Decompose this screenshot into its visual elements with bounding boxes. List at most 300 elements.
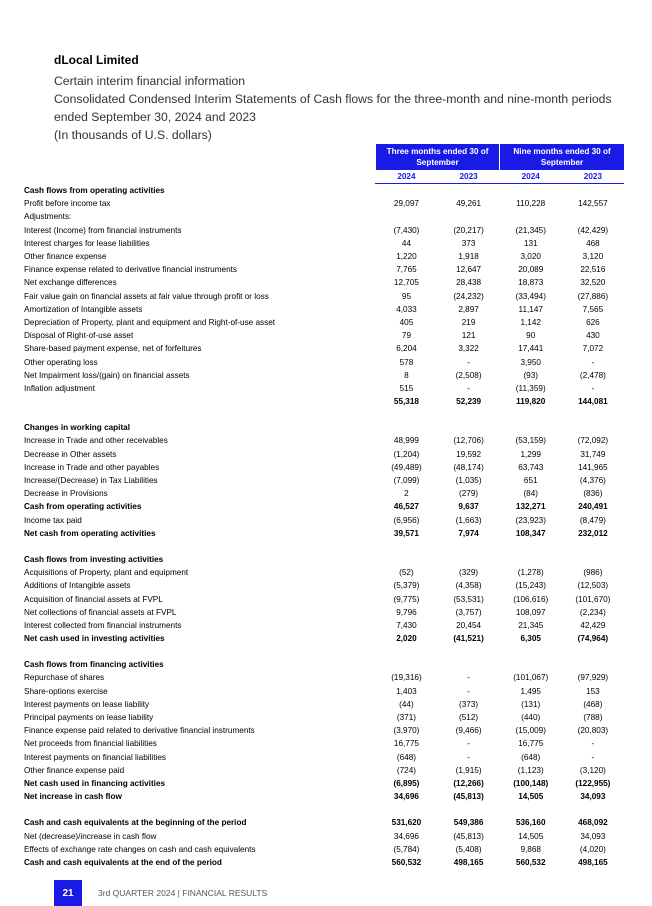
row-label: Net Impairment loss/(gain) on financial assets [24,370,190,380]
row-label: Decrease in Other assets [24,449,117,459]
value-cell: (279) [459,489,479,499]
table-row [24,461,624,474]
table-row [24,514,624,527]
value-cell: (468) [583,699,603,709]
table-row [24,737,624,750]
value-cell: (4,376) [579,476,606,486]
value-cell: 1,403 [396,686,417,696]
value-cell: (93) [523,370,538,380]
value-cell: (27,886) [577,291,609,301]
value-cell: (20,803) [577,726,609,736]
value-cell: 373 [461,238,476,248]
table-row [24,382,624,395]
table-row [24,711,624,724]
row-label: Changes in working capital [24,423,131,433]
value-cell: 22,516 [580,265,606,275]
row-label: Acquisitions of Property, plant and equipment [24,568,189,578]
value-cell: 2 [404,489,409,499]
value-cell: - [591,357,595,367]
value-cell: 19,592 [456,449,482,459]
value-cell: 153 [586,686,600,696]
value-cell: - [591,752,595,762]
table-row [24,829,624,842]
value-cell: (15,009) [515,726,546,736]
value-cell: 17,441 [518,344,544,354]
table-row [24,619,624,632]
subtitle-units: (In thousands of U.S. dollars) [54,128,212,142]
value-cell: 7,072 [582,344,604,354]
row-label: Net exchange differences [24,278,117,288]
value-cell: 536,160 [515,818,546,828]
row-label: Principal payments on lease liability [24,713,154,723]
value-cell: (373) [459,699,479,709]
table-row [24,303,624,316]
value-cell: 9,868 [520,844,541,854]
year-header: 2024 [375,170,437,184]
row-label: Additions of Intangible assets [24,581,131,591]
value-cell [438,658,500,671]
value-cell: (440) [521,713,541,723]
spacer-row [24,408,624,421]
value-cell: (72,092) [577,436,609,446]
table-row [24,329,624,342]
value-cell: 14,505 [518,831,544,841]
table-row [24,685,624,698]
row-label: Finance expense paid related to derivative financial instruments [24,726,255,736]
value-cell: 14,505 [518,792,544,802]
row-label: Interest payments on lease liability [24,699,150,709]
value-cell: 52,239 [456,397,482,407]
row-label: Adjustments: [24,212,72,222]
value-cell: 1,220 [396,252,417,262]
value-cell [562,184,624,198]
row-label: Profit before income tax [24,199,111,209]
value-cell: (8,479) [579,515,606,525]
value-cell: (788) [583,713,603,723]
value-cell: 142,557 [578,199,608,209]
row-label: Net increase in cash flow [24,792,122,802]
table-row [24,421,624,434]
spacer-row [24,645,624,658]
value-cell: (4,020) [579,844,606,854]
value-cell: 2,020 [396,634,417,644]
value-cell: - [467,357,470,367]
value-cell: - [467,686,470,696]
value-cell: (11,359) [515,383,546,393]
value-cell: 18,873 [518,278,544,288]
row-label: Cash flows from investing activities [24,554,164,564]
value-cell: 498,165 [453,857,484,867]
value-cell: 498,165 [578,857,608,867]
row-label: Net cash used in investing activities [24,634,165,644]
value-cell: 110,228 [516,199,546,209]
table-row [24,816,624,829]
table-row [24,632,624,645]
value-cell: 34,093 [580,831,606,841]
table-row [24,237,624,250]
value-cell: 16,775 [393,739,419,749]
value-cell [438,184,500,198]
value-cell: 90 [526,331,536,341]
spacer-cell [24,645,624,658]
row-label: Disposal of Right-of-use asset [24,331,134,341]
table-row [24,751,624,764]
value-cell: 3,322 [458,344,479,354]
table-row [24,355,624,368]
value-cell: 121 [461,331,476,341]
table-row [24,224,624,237]
spacer-cell [24,540,624,553]
value-cell: 232,012 [578,528,608,538]
value-cell: - [467,739,470,749]
table-row [24,197,624,210]
table-row [24,592,624,605]
value-cell: 39,571 [393,528,419,538]
value-cell: 12,647 [456,265,482,275]
value-cell: (48,174) [453,462,484,472]
value-cell: (45,813) [453,792,484,802]
value-cell: 560,532 [515,857,546,867]
value-cell: 16,775 [518,739,544,749]
value-cell: 9,637 [458,502,479,512]
row-label: Increase in Trade and other receivables [24,436,168,446]
value-cell: - [591,739,595,749]
value-cell: 3,020 [520,252,541,262]
table-row [24,500,624,513]
value-cell: 48,999 [393,436,419,446]
row-label: Other operating loss [24,357,98,367]
value-cell: (329) [459,568,479,578]
value-cell: 531,620 [391,818,422,828]
value-cell [438,210,500,223]
value-cell [375,210,437,223]
table-row [24,290,624,303]
subtitle-line2: Consolidated Condensed Interim Statements of Cash flows for the three-month and nine-month periods ended September 30, 2024 and 2023 [54,92,612,124]
value-cell: 131 [523,238,538,248]
value-cell: - [467,383,470,393]
value-cell: (9,775) [393,594,420,604]
value-cell: (23,923) [515,515,546,525]
value-cell: (84) [523,489,538,499]
value-cell [562,553,624,566]
value-cell: (1,035) [455,476,482,486]
value-cell: 32,520 [580,278,606,288]
value-cell: 549,386 [453,818,484,828]
value-cell: (2,478) [579,370,606,380]
table-row [24,724,624,737]
table-row [24,856,624,869]
value-cell: (9,466) [455,726,482,736]
value-cell: (12,503) [577,581,609,591]
value-cell: 44 [401,238,411,248]
value-cell: (21,345) [515,225,546,235]
value-cell: (724) [396,765,416,775]
value-cell: 34,696 [393,792,419,802]
row-label: Net (decrease)/increase in cash flow [24,831,157,841]
value-cell: 240,491 [578,502,608,512]
value-cell: (986) [583,568,603,578]
company-name: dLocal Limited [54,53,139,67]
value-cell: (101,670) [575,594,611,604]
value-cell [500,421,562,434]
value-cell: 405 [399,317,414,327]
value-cell: 3,950 [520,357,541,367]
row-label: Net collections of financial assets at FVPL [24,607,177,617]
row-label: Increase in Trade and other payables [24,462,160,472]
value-cell: 29,097 [393,199,419,209]
spacer-cell [24,803,624,816]
footer-text: 3rd QUARTER 2024 | FINANCIAL RESULTS [98,888,268,898]
value-cell: 31,749 [580,449,606,459]
value-cell: (24,232) [453,291,484,301]
value-cell: 79 [401,331,411,341]
table-row [24,250,624,263]
value-cell: (7,099) [393,476,420,486]
table-row [24,553,624,566]
value-cell: 430 [586,331,600,341]
table-row [24,764,624,777]
table-row [24,606,624,619]
row-label: Amortization of Intangible assets [24,304,143,314]
table-row [24,184,624,198]
table-row [24,342,624,355]
page-number: 21 [54,880,82,906]
table-row [24,658,624,671]
table-row [24,790,624,803]
value-cell: 55,318 [393,397,419,407]
row-label: Decrease in Provisions [24,489,108,499]
row-label: Cash flows from operating activities [24,185,165,195]
value-cell: (12,706) [453,436,484,446]
table-row [24,448,624,461]
value-cell: (53,159) [515,436,546,446]
header-spacer [24,170,375,184]
value-cell: (1,123) [517,765,544,775]
value-cell: 49,261 [456,199,482,209]
row-label: Interest payments on financial liabilities [24,752,166,762]
row-label: Finance expense related to derivative financial instruments [24,265,237,275]
row-label: Net proceeds from financial liabilities [24,739,157,749]
value-cell: 468,092 [578,818,608,828]
table-body [24,184,624,870]
spacer-row [24,803,624,816]
row-label: Cash from operating activities [24,502,142,512]
value-cell: 4,033 [396,304,417,314]
value-cell: 578 [399,357,414,367]
value-cell: - [591,383,595,393]
value-cell: 108,097 [515,607,546,617]
row-label: Share-based payment expense, net of forfeitures [24,344,202,354]
value-cell: (2,234) [579,607,606,617]
value-cell: 95 [401,291,411,301]
value-cell: (5,784) [393,844,420,854]
value-cell: 1,495 [520,686,541,696]
value-cell [438,553,500,566]
row-label: Acquisition of financial assets at FVPL [24,594,163,604]
value-cell: (1,204) [393,449,420,459]
table-row [24,263,624,276]
row-label: Share-options exercise [24,686,108,696]
value-cell: (5,379) [393,581,420,591]
value-cell: (97,929) [577,673,609,683]
row-label: Fair value gain on financial assets at fair value through profit or loss [24,291,269,301]
value-cell: (648) [521,752,541,762]
table-row [24,698,624,711]
value-cell: 11,147 [518,304,543,314]
value-cell: 34,696 [393,831,419,841]
row-label: Repurchase of shares [24,673,105,683]
value-cell: (6,895) [393,778,420,788]
value-cell [500,210,562,223]
value-cell: (20,217) [453,225,484,235]
value-cell: (1,278) [517,568,544,578]
value-cell: 468 [586,238,600,248]
value-cell: (42,429) [577,225,609,235]
value-cell: 119,820 [516,397,546,407]
value-cell: (7,430) [393,225,420,235]
value-cell [438,421,500,434]
value-cell: (1,915) [455,765,482,775]
row-label: Inflation adjustment [24,383,96,393]
value-cell: (3,120) [579,765,606,775]
value-cell: (122,955) [575,778,611,788]
value-cell: (3,757) [455,607,482,617]
value-cell: (836) [583,489,603,499]
value-cell: 46,527 [393,502,419,512]
spacer-row [24,540,624,553]
row-label: Cash flows from financing activities [24,660,164,670]
value-cell: 8 [404,370,409,380]
spacer-cell [24,408,624,421]
value-cell [562,658,624,671]
value-cell: (52) [399,568,414,578]
table-row [24,487,624,500]
subtitle-line1: Certain interim financial information [54,74,246,88]
value-cell: 12,705 [393,278,419,288]
value-cell: (101,067) [513,673,549,683]
row-label: Interest (Income) from financial instruments [24,225,182,235]
table-row [24,579,624,592]
value-cell: (41,521) [453,634,484,644]
row-label: Other finance expense paid [24,765,125,775]
year-header: 2023 [438,170,500,184]
value-cell: (45,813) [453,831,484,841]
value-cell: 515 [399,383,414,393]
table-row [24,474,624,487]
value-cell: 20,454 [456,620,482,630]
document-header [54,53,614,144]
value-cell [375,184,437,198]
value-cell: 132,271 [515,502,546,512]
value-cell: 9,796 [396,607,417,617]
value-cell: (53,531) [453,594,484,604]
header-spacer [24,144,375,170]
row-label: Effects of exchange rate changes on cash and cash equivalents [24,844,256,854]
value-cell: 1,299 [520,449,541,459]
value-cell: (512) [459,713,479,723]
value-cell: 7,565 [582,304,604,314]
value-cell: (1,663) [455,515,482,525]
row-label: Net cash used in financing activities [24,778,166,788]
value-cell: (5,408) [455,844,482,854]
value-cell: 42,429 [580,620,606,630]
value-cell: (44) [399,699,414,709]
value-cell: 651 [523,476,538,486]
value-cell: 3,120 [582,252,604,262]
value-cell: - [467,752,470,762]
value-cell: 7,765 [396,265,417,275]
table-row [24,210,624,223]
value-cell: (3,970) [393,726,420,736]
value-cell: 28,438 [456,278,482,288]
cash-flow-table [24,144,624,869]
value-cell: 7,974 [458,528,479,538]
value-cell: 20,089 [518,265,544,275]
value-cell [375,421,437,434]
value-cell [375,658,437,671]
year-header: 2024 [500,170,562,184]
value-cell: 2,897 [458,304,479,314]
table-row [24,777,624,790]
value-cell: (74,964) [577,634,609,644]
value-cell: 626 [586,317,600,327]
nine-months-header: Nine months ended 30 of September [500,144,624,170]
value-cell: (106,616) [513,594,549,604]
value-cell: (33,494) [515,291,546,301]
value-cell: 560,532 [391,857,422,867]
table-row [24,434,624,447]
three-months-header: Three months ended 30 of September [375,144,499,170]
value-cell: 34,093 [580,792,606,802]
value-cell: (131) [521,699,541,709]
value-cell [375,553,437,566]
value-cell: 6,305 [520,634,541,644]
row-label: Other finance expense [24,252,107,262]
value-cell: 141,965 [578,462,608,472]
value-cell: 108,347 [515,528,546,538]
value-cell: 6,204 [396,344,417,354]
value-cell: (49,489) [391,462,422,472]
row-label: Net cash from operating activities [24,528,156,538]
table-header [24,144,624,184]
value-cell [500,553,562,566]
row-label [24,395,375,408]
value-cell: (12,266) [453,778,484,788]
row-label: Interest charges for lease liabilities [24,238,150,248]
table-row [24,276,624,289]
row-label: Interest collected from financial instruments [24,620,182,630]
table-row [24,369,624,382]
value-cell [562,210,624,223]
value-cell: (4,358) [455,581,482,591]
value-cell: - [467,673,470,683]
value-cell: 7,430 [396,620,417,630]
value-cell: (6,956) [393,515,420,525]
row-label: Depreciation of Property, plant and equipment and Right-of-use asset [24,317,276,327]
value-cell: 219 [461,317,476,327]
value-cell: 144,081 [578,397,608,407]
table-row [24,566,624,579]
value-cell [500,184,562,198]
value-cell: (2,508) [455,370,482,380]
value-cell: 1,918 [458,252,479,262]
value-cell: (15,243) [515,581,546,591]
table-row [24,843,624,856]
table-row [24,395,624,408]
table-row [24,316,624,329]
value-cell: (371) [396,713,416,723]
value-cell: 63,743 [518,462,544,472]
